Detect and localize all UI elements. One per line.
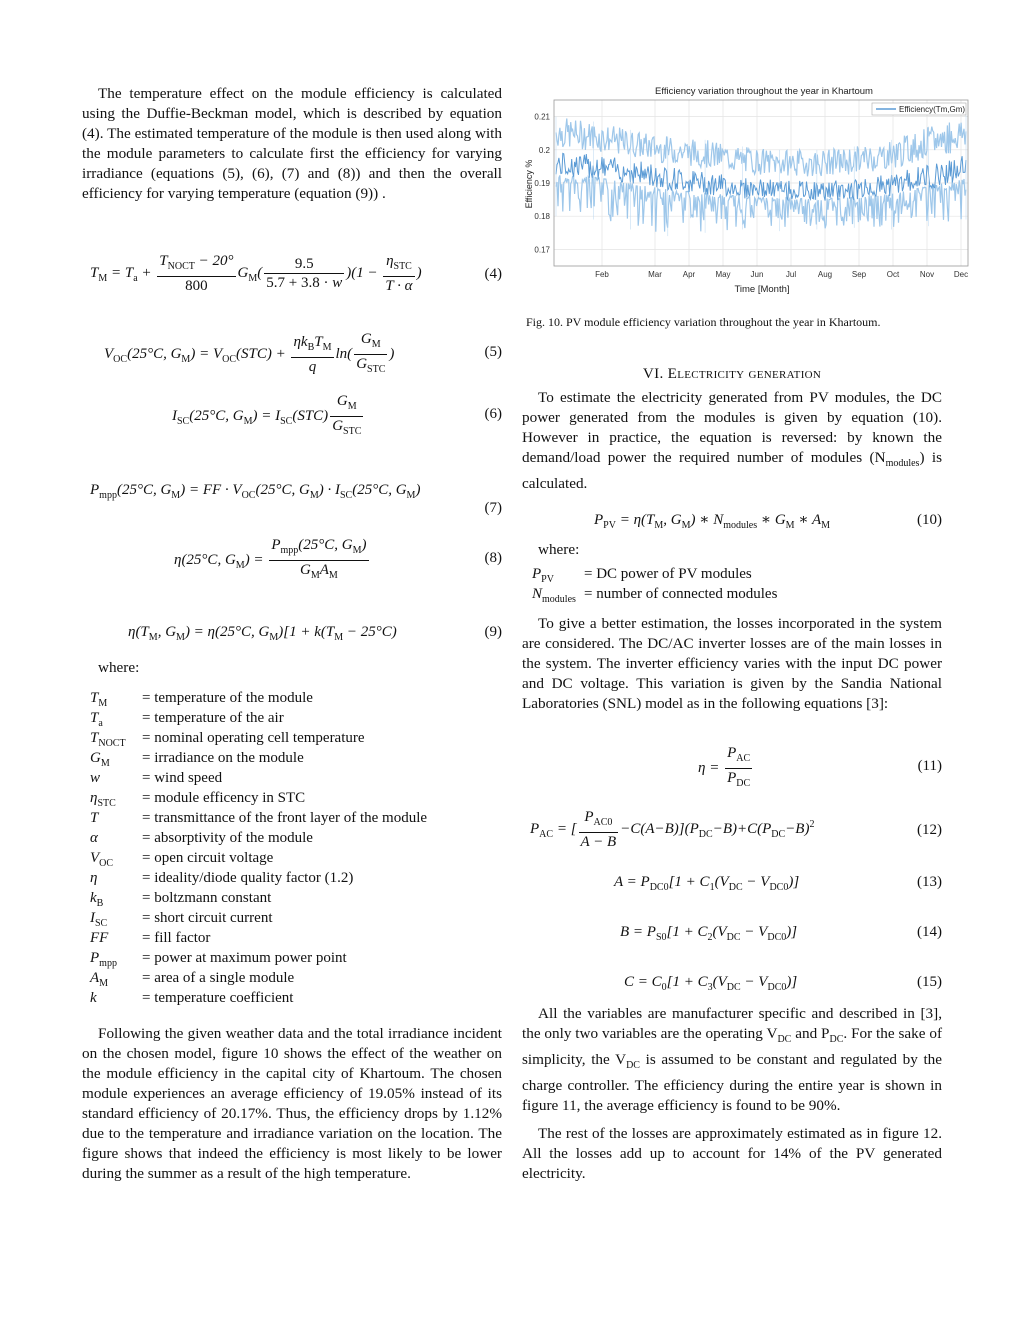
definition-text: = area of a single module: [142, 970, 295, 986]
definition-symbol: $I_{SC}$: [90, 910, 108, 929]
equation-8: η(25°C, $G_M$) = $\frac{P_{mpp}(25^\circ C, G_M)}{G_MA_M}$ (8): [174, 537, 502, 581]
chart-xtick-label: Mar: [648, 270, 662, 279]
definition-row: [90, 948, 427, 968]
definition-text: = temperature of the air: [142, 710, 284, 726]
definition-text: = power at maximum power point: [142, 950, 347, 966]
equation-number-8: (8): [484, 550, 502, 566]
definition-nmodules: [532, 584, 777, 604]
definition-text: = wind speed: [142, 770, 223, 786]
chart-ytick-label: 0.2: [538, 145, 550, 155]
definition-row: [90, 888, 427, 908]
left-paragraph-1: The temperature effect on the module efficiency is calculated using the Duffie-Beckman model, which is described by equation (4). The estimated temperature of the module is then used along with the module parameters to calculate first the efficiency for varying irradiance (equations (5), (6), (7) and (8)) and then the overall efficiency for varying temperature (equation (9)) .: [82, 85, 502, 202]
definition-row: [90, 848, 427, 868]
definition-row: [90, 968, 427, 988]
definition-text: = temperature coefficient: [142, 990, 294, 1006]
definition-symbol: α: [90, 830, 98, 846]
symbol-definition-list: [90, 688, 427, 1008]
equation-number-15: (15): [917, 974, 942, 990]
equation-number-13: (13): [917, 874, 942, 890]
definition-row: [90, 908, 427, 928]
chart-xtick-label: Aug: [817, 270, 833, 279]
definition-text: = module efficency in STC: [142, 790, 306, 806]
right-paragraph-3: All the variables are manufacturer specific and described in [3], the only two variables are the operating $V_{DC}$ and $P_{DC}$. For the sake of simplicity, the $V_{DC}$ is assumed to be constant and regulated by the charge controller. The efficiency during the entire year is shown in figure 11, the average efficiency is found to be 90%.: [522, 1005, 943, 1115]
right-paragraph-1: [522, 388, 942, 494]
power-definition-list: [532, 564, 777, 604]
equation-13: $A = P_{DC0}[1 + C_1(V_{DC} - V_{DC0})]$ (13): [614, 874, 942, 893]
chart-xtick-label: Apr: [682, 270, 696, 279]
definition-symbol: FF: [90, 930, 109, 946]
chart-ytick-label: 0.17: [534, 245, 550, 255]
definition-symbol: η: [90, 870, 98, 886]
definition-nmodules-symbol: $N_{modules}$: [532, 586, 576, 605]
definition-symbol: $\eta_{STC}$: [90, 790, 116, 809]
figure-caption: Fig. 10. PV module efficiency variation throughout the year in Khartoum.: [526, 315, 881, 329]
definition-row: [90, 988, 427, 1008]
equation-10: $P_{PV} = \eta(T_M$, $G_M$) ∗ $N_{modules}$ ∗ $G_M$ ∗ $A_M$ (10): [594, 512, 942, 531]
definition-text: = fill factor: [142, 930, 211, 946]
definition-symbol: k: [90, 990, 97, 1006]
chart-ylabel: Efficiency %: [524, 159, 534, 209]
equation-5: $V_{OC}(25^\circ C$, $G_M) = V_{OC}(STC)$ + $\frac{\eta k_BT_M}{q}$ ln( $\frac{G_M}{G_{STC}}$ ) (5): [104, 331, 502, 375]
chart-xtick-label: Dec: [953, 270, 969, 279]
chart-xtick-label: Jul: [785, 270, 797, 279]
equation-14: $B = P_{S0}[1 + C_2(V_{DC} - V_{DC0})]$ (14): [620, 924, 942, 943]
definition-row: [90, 828, 427, 848]
definition-text: = boltzmann constant: [142, 890, 272, 906]
definition-row: [90, 868, 427, 888]
equation-number-14: (14): [917, 924, 942, 940]
chart-xtick-label: Jun: [750, 270, 764, 279]
equation-12: $P_{AC}$ = [ $\frac{P_{AC0}}{A - B}$ $-C(A-B)](P_{DC}-B)+C(P_{DC}-B)^2$ (12): [530, 809, 942, 850]
equation-11: η = $\frac{P_{AC}}{P_{DC}}$ (11): [698, 745, 942, 789]
definition-symbol: T: [90, 810, 99, 826]
equation-15: $C = C_0[1 + C_3(V_{DC} - V_{DC0})]$ (15): [624, 974, 942, 993]
chart-ytick-label: 0.21: [534, 112, 550, 122]
equation-number-11: (11): [917, 758, 942, 774]
definition-text: = absorptivity of the module: [142, 830, 313, 846]
definition-symbol: $T_M$: [90, 690, 108, 709]
definition-text: = nominal operating cell temperature: [142, 730, 365, 746]
where-label-left: where:: [98, 659, 140, 676]
chart-xtick-label: May: [715, 270, 731, 279]
chart-legend: [872, 103, 966, 115]
chart-xtick-label: Nov: [919, 270, 935, 279]
chart-xtick-label: Sep: [851, 270, 867, 279]
equation-number-12: (12): [917, 822, 942, 838]
chart-xtick-label: Oct: [886, 270, 900, 279]
definition-row: [90, 768, 427, 788]
equation-9: $\eta(T_M$, $G_M) = \eta(25^\circ C$, $G_M)[1 + k(T_M - 25^\circ C)$ (9): [128, 624, 502, 643]
chart-series-line: [556, 153, 966, 200]
definition-symbol: $A_M$: [90, 970, 109, 989]
right-paragraph-1-text: To estimate the electricity generated from PV modules, the DC power generated from the modules is given by equation (10). However in practice, the equation is reversed: by known the demand/load power the required number of modules (N: [522, 389, 942, 466]
definition-symbol: $T_a$: [90, 710, 103, 729]
definition-ppv-symbol: $P_{PV}$: [532, 566, 554, 585]
equation-number-10: (10): [917, 512, 942, 528]
definition-row: [90, 728, 427, 748]
efficiency-chart: [522, 84, 970, 298]
left-paragraph-2: Following the given weather data and the total irradiance incident on the chosen model, figure 10 shows the effect of the weather on the module efficiency in the capital city of Khartoum. The chosen module experiences an average efficiency of 19.05% instead of its standard efficiency of 20.17%. Thus, the efficiency drops by 1.12% due to the temperature and irradiance variation on the location. The figure shows that indeed the efficiency is most likely to be lower during the summer as a result of the high temperature.: [82, 1025, 502, 1182]
definition-row: [90, 788, 427, 808]
equation-number-4: (4): [484, 266, 502, 282]
chart-ytick-label: 0.18: [534, 212, 550, 222]
chart-xtick-label: Feb: [595, 270, 609, 279]
definition-text: = temperature of the module: [142, 690, 313, 706]
chart-title: Efficiency variation throughout the year in Khartoum: [655, 86, 873, 97]
definition-symbol: $V_{OC}$: [90, 850, 114, 869]
definition-row: [90, 688, 427, 708]
right-paragraph-1-end: ) is calculated.: [522, 449, 942, 493]
definition-symbol: $k_B$: [90, 890, 104, 909]
equation-6: $I_{SC}(25^\circ C$, $G_M) = I_{SC}(STC)$ $\frac{G_M}{G_{STC}}$ (6): [172, 393, 502, 437]
definition-row: [90, 708, 427, 728]
equation-number-7: (7): [484, 500, 502, 516]
chart-legend-label: Efficiency(Tm,Gm): [899, 105, 966, 114]
section-title: VI. Electricity generation: [642, 365, 822, 382]
equation-number-9: (9): [484, 624, 502, 640]
equation-number-6: (6): [484, 406, 502, 422]
definition-symbol: $P_{mpp}$: [90, 950, 117, 969]
right-paragraph-4: The rest of the losses are approximately estimated as in figure 12. All the losses add up to account for 14% of the PV generated electricity.: [522, 1125, 942, 1182]
definition-symbol: w: [90, 770, 101, 786]
definition-row: [90, 748, 427, 768]
definition-symbol: $G_M$: [90, 750, 110, 769]
definition-symbol: $T_{NOCT}$: [90, 730, 126, 749]
definition-nmodules-text: = number of connected modules: [584, 586, 778, 602]
definition-text: = short circuit current: [142, 910, 273, 926]
definition-row: [90, 808, 427, 828]
definition-row: [90, 928, 427, 948]
equation-number-5: (5): [484, 344, 502, 360]
chart-ytick-label: 0.19: [534, 179, 550, 188]
where-label-right: where:: [538, 541, 580, 558]
equation-4: $T_M = T_a$ + $\frac{T_{NOCT} - 20^\circ}{800}$ $G_M$( $\frac{9.5}{5.7 + 3.8 \cdot w}$ )(1 − $\frac{\eta_{STC}}{T \cdot \alpha}$ ) (4): [90, 253, 502, 294]
definition-text: = ideality/diode quality factor (1.2): [142, 870, 354, 886]
right-paragraph-2: To give a better estimation, the losses incorporated in the system are considered. The DC/AC inverter losses are of the main losses in the system. The inverter efficiency varies with the input DC power and DC voltage. This variation is given by the Sandia National Laboratories (SNL) model as in the following equations [3]:: [522, 615, 942, 712]
definition-text: = open circuit voltage: [142, 850, 274, 866]
equation-7: $P_{mpp}(25^\circ C$, $G_M$) = FF · $V_{OC}(25^\circ C$, $G_M) \cdot I_{SC}(25^\circ C$, $G_M$) (7): [90, 482, 502, 516]
definition-text: = transmittance of the front layer of the module: [142, 810, 428, 826]
definition-ppv-text: = DC power of PV modules: [584, 566, 752, 582]
right-paragraph-1-sub: modules: [885, 458, 920, 470]
definition-ppv: [532, 564, 777, 584]
chart-xlabel: Time [Month]: [734, 284, 790, 295]
definition-text: = irradiance on the module: [142, 750, 304, 766]
